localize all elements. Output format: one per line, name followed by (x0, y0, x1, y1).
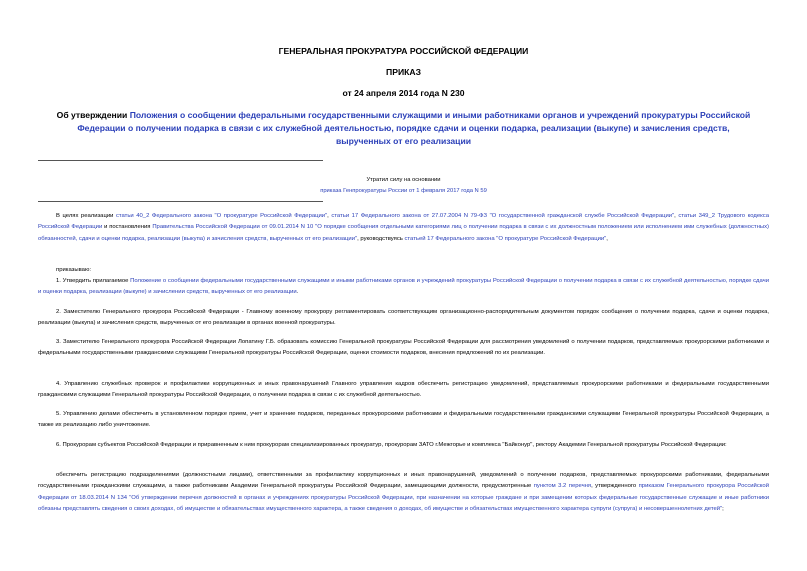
document-date: от 24 апреля 2014 года N 230 (342, 88, 465, 98)
paragraph-text: обеспечить регистрацию подразделениями (должностными лицами), ответственными за профилактику коррупционных и иных правонарушений, уведомлений о получении подарков, представляемых прокурорскими работниками, федеральными государственными гражданскими служащими, а также работниками Академии Генеральной прокуратуры Российской Федерации, замещающими должности, предусмотренные (38, 472, 769, 490)
preamble-paragraph (38, 211, 769, 245)
law-link-labor-code[interactable]: статьи 349_2 Трудового кодекса Российской Федерации (38, 213, 769, 231)
status-link[interactable]: приказа Генпрокуратуры России от 1 февраля 2017 года N 59 (320, 188, 487, 194)
regulation-link[interactable]: Положение о сообщении федеральными государственными служащими и иными работниками органов и учреждений прокуратуры Российской Федерации о получении подарка в связи с их служебной деятельностью, порядке сдачи и оценки подарка, реализации (выкупе) и зачислении средств, вырученных от его реализации (38, 278, 769, 296)
title-link[interactable]: Положения о сообщении федеральными государственными служащими и иными работниками органов и учреждений прокуратуры Российской Федерации о получении подарка в связи с их служебной деятельностью, порядке сдачи и оценки подарка, реализации (выкупе) и зачисления средств, вырученных от его реализации (77, 110, 751, 146)
status-note (160, 175, 647, 197)
law-link-resolution-10[interactable]: Правительства Российской Федерации от 09.01.2014 N 10 "О порядке сообщения отдельными категориями лиц о получении подарка в связи с их должностным положением или исполнением ими служебных (должностных) обязанностей, сдачи и оценки подарка, реализации (выкупа) и зачисления средств, вырученных от его реализации" (38, 224, 769, 242)
paragraph-text: 2. Заместителю Генерального прокурора Российской Федерации - Главному военному прокурору регламентировать соответствующим организационно-распорядительным документом порядок сообщения о получении подарка, сдачи и оценки подарка, реализации (выкупа) и зачисления средств, вырученных от его реализации в органах военной прокуратуры. (38, 309, 769, 327)
law-link-79fz[interactable]: статьи 17 Федерального закона от 27.07.2004 N 79-ФЗ "О государственной гражданской службе Российской Федерации" (331, 213, 675, 219)
preamble-text: В целях реализации (56, 213, 116, 219)
document-title (56, 109, 751, 148)
order-word (38, 265, 769, 276)
list-item-link[interactable]: пунктом 3.2 перечня (533, 483, 592, 490)
paragraph-5 (38, 409, 769, 432)
divider-top (38, 160, 323, 161)
order-word-text: приказываю: (56, 267, 92, 273)
paragraph-1 (38, 276, 769, 299)
preamble-text: и постановления (102, 224, 153, 231)
paragraph-text: , утвержденного (591, 483, 639, 490)
paragraph-3 (38, 337, 769, 360)
preamble-text: , (327, 213, 332, 219)
paragraph-7 (38, 470, 769, 515)
paragraph-text: 1. Утвердить прилагаемое (56, 278, 131, 284)
preamble-text: , руководствуясь (357, 235, 405, 242)
title-prefix: Об утверждении (56, 110, 130, 120)
divider-bottom (38, 201, 323, 202)
preamble-text: , (674, 213, 679, 219)
paragraph-text: 5. Управлению делами обеспечить в установленном порядке прием, учет и хранение подарков, переданных прокурорскими работниками и федеральными государственными гражданскими служащими Генеральной прокуратуры Российской Федерации, а также их реализацию либо уничтожение. (38, 411, 769, 429)
paragraph-text: 6. Прокурорам субъектов Российской Федерации и приравненным к ним прокурорам специализированных прокуратур, прокурорам ЗАТО г.Межгорье и комплекса "Байконур", ректору Академии Генеральной прокуратуры Российской Федерации: (56, 442, 727, 448)
paragraph-text: 3. Заместителю Генерального прокурора Российской Федерации Лопатину Г.Б. образовать комиссию Генеральной прокуратуры Российской Федерации для рассмотрения уведомлений о получении подарков, представляемых прокурорскими работниками и федеральными государственными гражданскими служащими Генеральной прокуратуры Российской Федерации, оценки стоимости подарков, внесения предложений по их реализации. (38, 339, 769, 357)
paragraph-4 (38, 379, 769, 402)
paragraph-6 (38, 440, 769, 451)
paragraph-2 (38, 307, 769, 330)
paragraph-text: 4. Управлению служебных проверок и профилактики коррупционных и иных правонарушений Главного управления кадров обеспечить регистрацию уведомлений, представляемых прокурорскими работниками и федеральными государственными гражданскими служащими Генеральной прокуратуры Российской Федерации, о получении подарка в связи с их служебной деятельностью. (38, 381, 769, 399)
preamble-text: , (606, 235, 608, 242)
order-134-link[interactable]: приказом Генерального прокурора Российской Федерации от 18.03.2014 N 134 "Об утверждении перечня должностей в органах и учреждениях прокуратуры Российской Федерации, при назначении на которые граждане и при замещении которых федеральные государственные служащие и иные работники обязаны представлять сведения о своих доходах, об имуществе и обязательствах имущественного характера, а также сведения о доходах, об имуществе и обязательствах имущественного характера супруги (супруга) и несовершеннолетних детей" (38, 483, 769, 512)
paragraph-text: . (296, 289, 299, 296)
paragraph-text: ; (722, 505, 724, 512)
law-link-art40[interactable]: статьи 40_2 Федерального закона "О прокуратуре Российской Федерации" (115, 213, 328, 219)
status-text: Утратил силу на основании (366, 177, 441, 183)
law-link-art17[interactable]: статьей 17 Федерального закона "О прокуратуре Российской Федерации" (404, 235, 607, 242)
issuing-authority: ГЕНЕРАЛЬНАЯ ПРОКУРАТУРА РОССИЙСКОЙ ФЕДЕРАЦИИ (278, 46, 529, 56)
document-type: ПРИКАЗ (386, 67, 421, 77)
